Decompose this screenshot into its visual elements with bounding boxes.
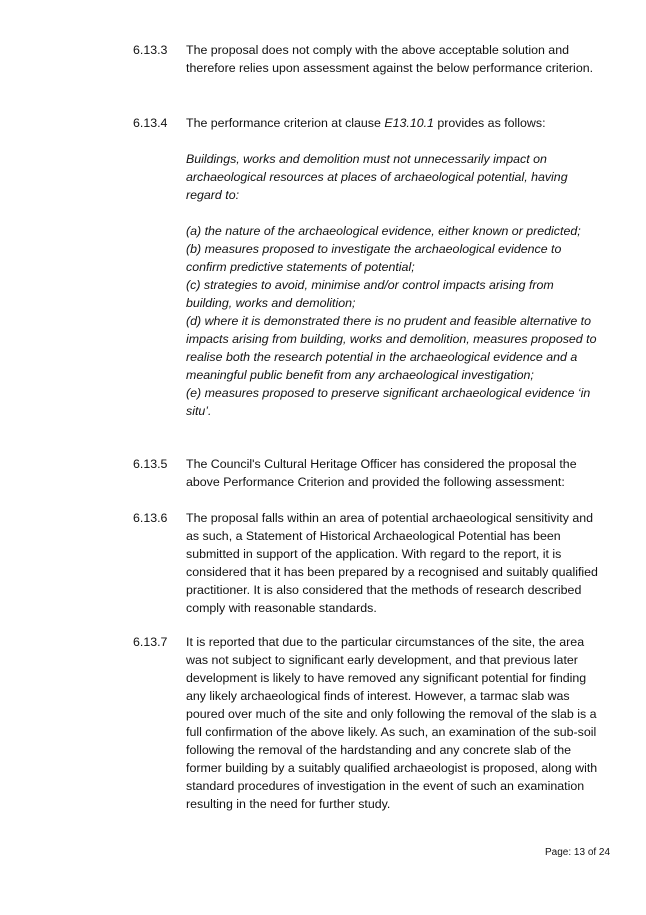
section-number: 6.13.7 (133, 635, 168, 649)
section-number: 6.13.6 (133, 511, 168, 525)
criterion-item-b: (b) measures proposed to investigate the archaeological evidence to confirm predictive statements of potential; (186, 242, 562, 274)
section-text: The Council's Cultural Heritage Officer has considered the proposal the above Performance Criterion and provided the following assessment: (186, 457, 577, 489)
criterion-item-d: (d) where it is demonstrated there is no prudent and feasible alternative to impacts arising from building, works and demolition, measures proposed to realise both the research potential in the archaeological evidence and a meaningful public benefit from any archaeological investigation; (186, 314, 597, 382)
section-number: 6.13.4 (133, 116, 168, 130)
criterion-quote-intro: Buildings, works and demolition must not unnecessarily impact on archaeological resources at places of archaeological potential, having regard to: (186, 152, 568, 202)
section-6-13-7 (133, 633, 603, 813)
section-text: The performance criterion at clause E13.10.1 provides as follows: (186, 116, 546, 130)
section-6-13-6 (133, 509, 603, 617)
section-text: It is reported that due to the particular circumstances of the site, the area was not subject to significant early development, and that previous later development is likely to have removed any significant potential for finding any likely archaeological finds of interest. However, a tarmac slab was poured over much of the site and only following the removal of the slab is a full confirmation of the above likely. As such, an examination of the sub-soil following the removal of the hardstanding and any concrete slab of the former building by a suitably qualified archaeologist is proposed, along with standard procedures of investigation in the event of such an examination resulting in the need for further study. (186, 635, 598, 811)
criterion-item-a: (a) the nature of the archaeological evidence, either known or predicted; (186, 224, 581, 238)
section-text: The proposal does not comply with the above acceptable solution and therefore relies upon assessment against the below performance criterion. (186, 43, 594, 75)
section-number: 6.13.5 (133, 457, 168, 471)
section-number: 6.13.3 (133, 43, 168, 57)
section-6-13-3 (133, 41, 603, 77)
criterion-item-e: (e) measures proposed to preserve significant archaeological evidence ‘in situ’. (186, 386, 591, 418)
section-6-13-5 (133, 455, 603, 491)
section-text: The proposal falls within an area of potential archaeological sensitivity and as such, a Statement of Historical Archaeological Potential has been submitted in support of the application. With regard to the report, it is considered that it has been prepared by a recognised and suitably qualified practitioner. It is also considered that the methods of research described comply with reasonable standards. (186, 511, 598, 615)
page-number: Page: 13 of 24 (545, 847, 611, 858)
section-6-13-4 (133, 114, 603, 132)
criterion-item-c: (c) strategies to avoid, minimise and/or control impacts arising from building, works and demolition; (186, 278, 554, 310)
criterion-list (186, 222, 603, 420)
clause-reference: E13.10.1 (384, 116, 434, 130)
